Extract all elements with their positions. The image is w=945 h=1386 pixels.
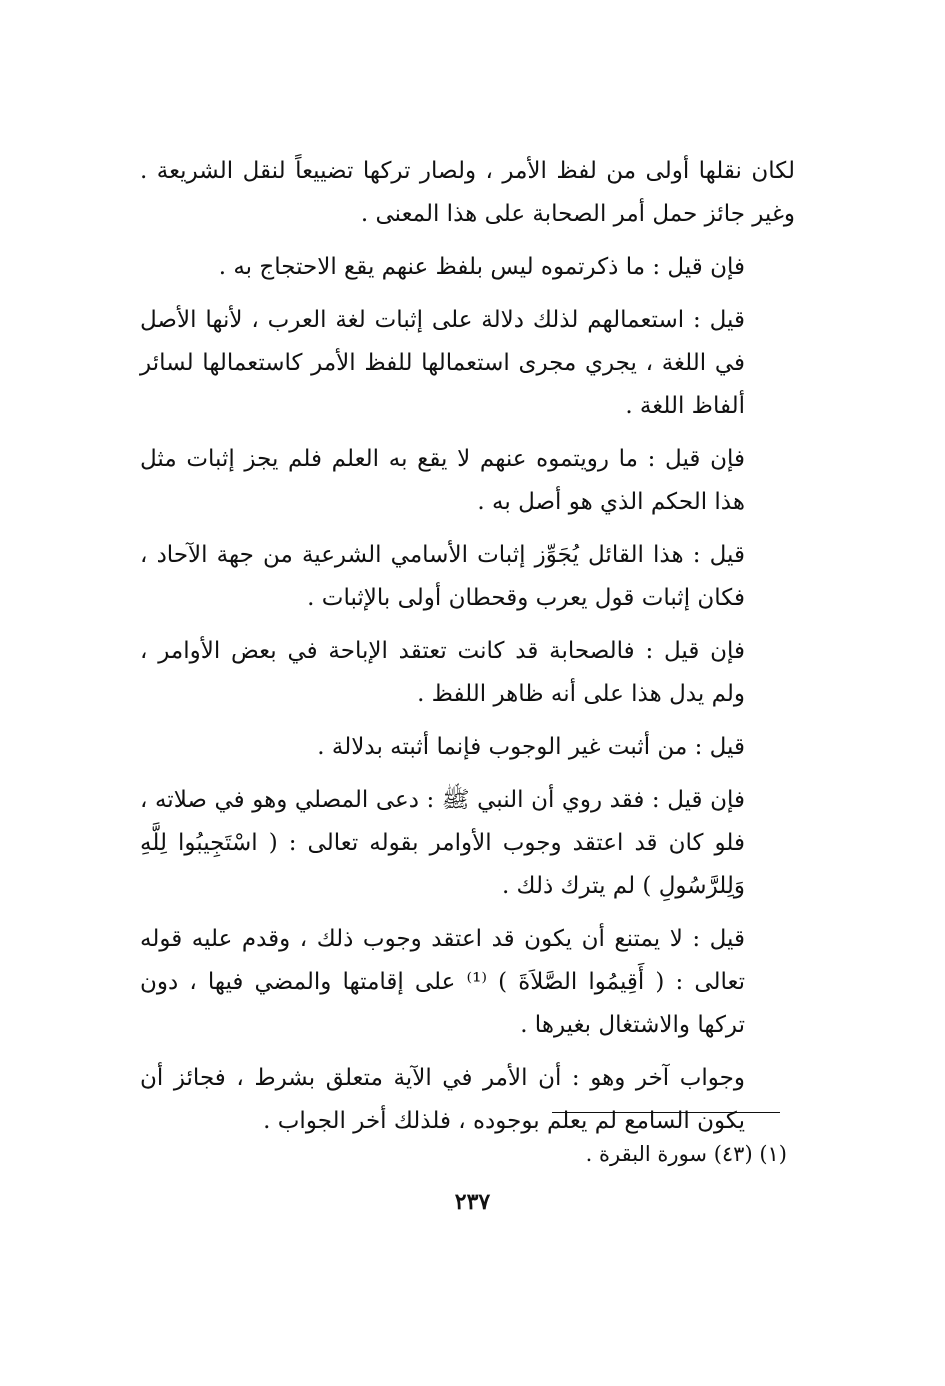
paragraph-8: فإن قيل : فقد روي أن النبي ﷺ : دعى المصلي وهو في صلاته ، فلو كان قد اعتقد وجوب الأوامر بقوله تعالى : ( اسْتَجِيبُوا لِلَّهِ وَلِلرَّسُولِ ) لم يترك ذلك .	[140, 787, 745, 899]
paragraph-4: فإن قيل : ما رويتموه عنهم لا يقع به العلم فلم يجز إثبات مثل هذا الحكم الذي هو أصل به .	[140, 446, 745, 515]
paragraph-6: فإن قيل : فالصحابة قد كانت تعتقد الإباحة في بعض الأوامر ، ولم يدل هذا على أنه ظاهر اللفظ .	[140, 638, 745, 707]
footnote: (١) (٤٣) سورة البقرة .	[585, 1142, 787, 1166]
footnote-divider	[552, 1112, 780, 1113]
paragraph-10: وجواب آخر وهو : أن الأمر في الآية متعلق بشرط ، فجائز أن يكون السامع لم يعلم بوجوده ، فلذلك أخر الجواب .	[140, 1065, 745, 1134]
paragraph-7: قيل : من أثبت غير الوجوب فإنما أثبته بدلالة .	[317, 734, 745, 760]
paragraph-1: لكان نقلها أولى من لفظ الأمر ، ولصار تركها تضييعاً لنقل الشريعة . وغير جائز حمل أمر الصحابة على هذا المعنى .	[140, 158, 795, 227]
paragraph-2: فإن قيل : ما ذكرتموه ليس بلفظ عنهم يقع الاحتجاج به .	[218, 254, 745, 280]
paragraph-5: قيل : هذا القائل يُجَوِّز إثبات الأسامي الشرعية من جهة الآحاد ، فكان إثبات قول يعرب وقحطان أولى بالإثبات .	[140, 542, 745, 611]
page-body	[140, 150, 795, 1153]
page-number: ٢٣٧	[454, 1189, 491, 1215]
paragraph-9: قيل : لا يمتنع أن يكون قد اعتقد وجوب ذلك ، وقدم عليه قوله تعالى : ( أَقِيمُوا الصَّلاَةَ ) ⁽¹⁾ على إقامتها والمضي فيها ، دون تركها والاشتغال بغيرها .	[140, 926, 745, 1038]
paragraph-3: قيل : استعمالهم لذلك دلالة على إثبات لغة العرب ، لأنها الأصل في اللغة ، يجري مجرى استعمالها للفظ الأمر كاستعمالها لسائر ألفاظ اللغة .	[140, 307, 745, 419]
